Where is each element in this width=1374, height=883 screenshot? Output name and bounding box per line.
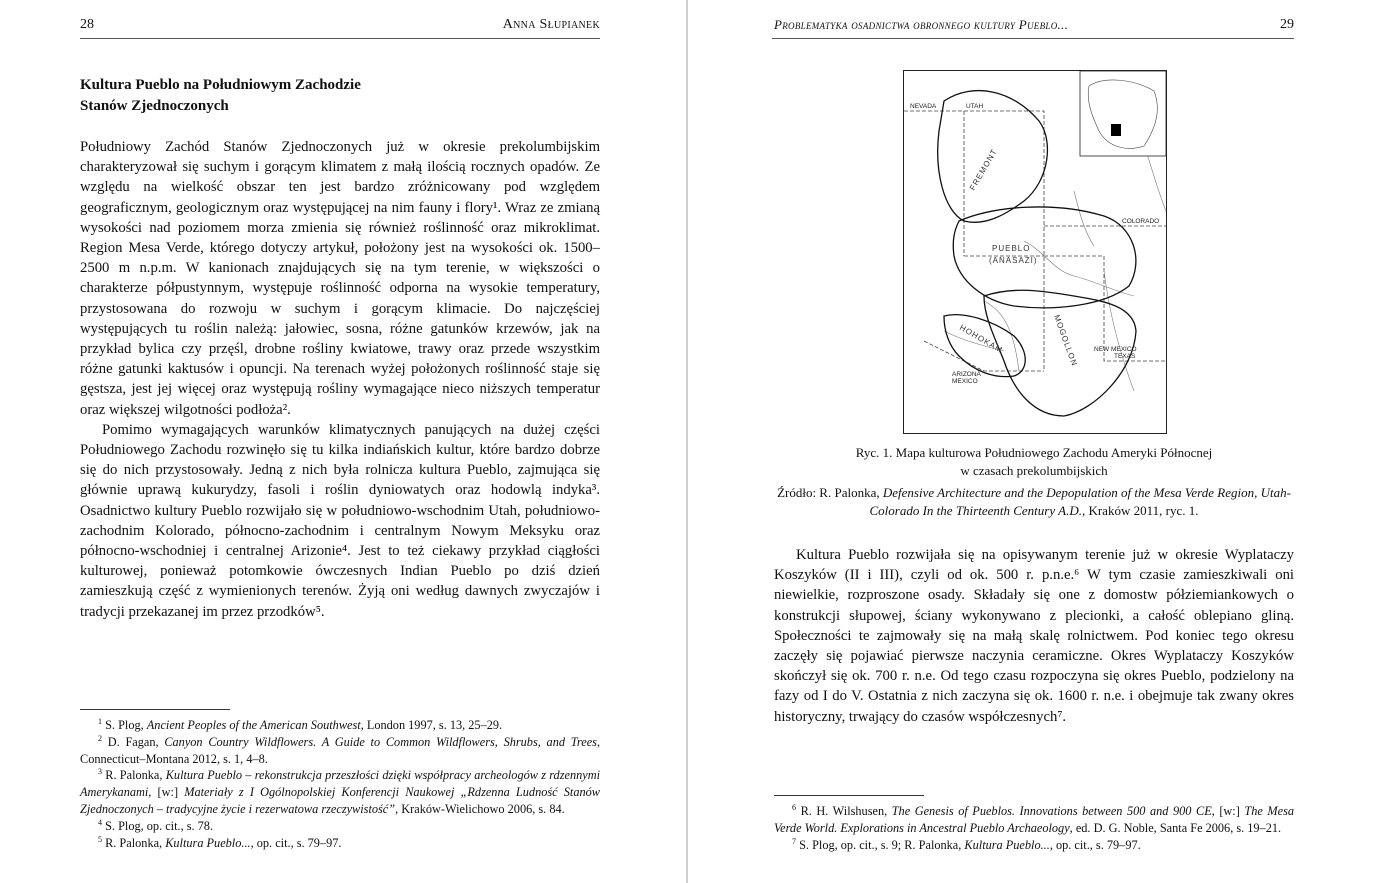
- header-rule-left: [80, 38, 600, 39]
- culture-map-figure: [903, 70, 1167, 434]
- footnote-1: $^1$ S. Plog, Ancient Peoples of the American Southwest, London 1997, s. 13, 25–29.: [98, 716, 503, 732]
- page-gutter: [686, 0, 688, 883]
- label-new-mexico: NEW MEXICO: [1094, 346, 1137, 353]
- paragraph-3: Kultura Pueblo rozwijała się na opisywanym terenie już w okresie Wyplataczy Koszyków (II i III), czyli od ok. 500 r. p.n.e.⁶ W tym czasie zamieszkiwali oni niewielkie, rozproszone osady. Składały się one z domostw półziemiankowych o konstrukcji słupowej, ściany wykonywano z plecionki, a całość oblepiano gliną. Społeczności te zajmowały się na małą skalę rolnictwem. Pod koniec tego okresu zaczęły się pojawiać pierwsze naczynia ceramiczne. Okres Wyplataczy Koszyków skończył się ok. 700 r. n.e. Od tego czasu rozpoczyna się okres Pueblo, podzielony na fazy od I do V. Ostatnia z nich zaczyna się ok. 1600 r. n.e. i obejmuje tak zwany okres historyczny, trwający do czasów współczesnych⁷.: [774, 547, 1294, 725]
- footnotes-left: [80, 717, 600, 851]
- page-number-left: 28: [80, 17, 94, 32]
- label-pueblo: PUEBLO: [992, 244, 1031, 253]
- footnote-5: $^5$ R. Palonka, Kultura Pueblo..., op. cit., s. 79–97.: [98, 834, 342, 850]
- label-mexico: MEXICO: [952, 378, 978, 385]
- section-title: [80, 75, 600, 117]
- caption-line2: w czasach prekolumbijskich: [960, 463, 1108, 478]
- footnote-rule-left: [80, 709, 230, 710]
- section-title-line1: Kultura Pueblo na Południowym Zachodzie: [80, 77, 361, 93]
- footnote-2: $^2$ D. Fagan, Canyon Country Wildflowers. A Guide to Common Wildflowers, Shrubs, and Trees, Connecticut–Montana 2012, s. 1, 4–8.: [80, 733, 601, 766]
- label-texas: TEXAS: [1114, 353, 1136, 360]
- running-head-left: Anna Słupianek: [502, 17, 600, 32]
- section-title-line2: Stanów Zjednoczonych: [80, 98, 229, 114]
- figure-caption: [772, 444, 1296, 480]
- footnote-3: $^3$ R. Palonka, Kultura Pueblo – rekonstrukcja przeszłości dzięki współpracy archeologów z rdzennymi Amerykanami, [w:] Materiały z I Ogólnopolskiej Konferencji Naukowej „Rdzenna Ludność Stanów Zjednoczonych – tradycyjne życie i rezerwatowa rzeczywistość”, Kraków-Wielichowo 2006, s. 84.: [80, 767, 600, 816]
- label-hohokam: HOHOKAM: [958, 322, 1005, 355]
- running-head-right: Problematyka osadnictwa obronnego kultury Pueblo...: [774, 17, 1069, 32]
- footnote-7: $^7$ S. Plog, op. cit., s. 9; R. Palonka, Kultura Pueblo..., op. cit., s. 79–97.: [792, 836, 1141, 852]
- culture-map: [904, 71, 1166, 433]
- figure-source: Źródło: R. Palonka, Defensive Architecture and the Depopulation of the Mesa Verde Region, Utah-Colorado In the Thirteenth Century A.D., Kraków 2011, ryc. 1.: [777, 485, 1291, 518]
- label-nevada: NEVADA: [910, 103, 937, 110]
- paragraph-2: Pomimo wymagających warunków klimatycznych panujących na dużej części Południowego Zachodu rozwinęło się tu kilka indiańskich kultur, które bardzo dobrze się do nich przystosowały. Jedną z nich była rolnicza kultura Pueblo, zajmująca się głównie uprawą kukurydzy, fasoli i roślin dyniowatych oraz hodowlą indyka³. Osadnictwo kultury Pueblo rozwijało się w południowo-wschodnim Utah, południowo-zachodnim Kolorado, północno-zachodnim i centralnym Nowym Meksyku oraz północno-wschodniej i centralnej Arizonie⁴. Jest to też ciekawy przykład ciągłości kulturowej, ponieważ potomkowie ówczesnych Indian Pueblo po dziś dzień zamieszkują część z wymienionych terenów. Żyją oni według dawnych zwyczajów i tradycji przekazanej im przez przodków⁵.: [80, 421, 600, 620]
- label-fremont: FREMONT: [967, 147, 1000, 192]
- left-page: [0, 0, 686, 883]
- label-colorado: COLORADO: [1122, 218, 1160, 225]
- footnote-6: $^6$ R. H. Wilshusen, The Genesis of Pueblos. Innovations between 500 and 900 CE, [w:] The Mesa Verde World. Explorations in Ancestral Pueblo Archaeology, ed. D. G. Noble, Santa Fe 2006, s. 19–21.: [774, 802, 1295, 835]
- caption-line1: Ryc. 1. Mapa kulturowa Południowego Zachodu Ameryki Północnej: [855, 445, 1213, 460]
- footnote-4: $^4$ S. Plog, op. cit., s. 78.: [98, 817, 214, 833]
- label-arizona: ARIZONA: [952, 371, 981, 378]
- header-rule-right: [772, 38, 1294, 39]
- footnote-rule-right: [774, 795, 924, 796]
- footnotes-right: [774, 803, 1294, 853]
- page-number-right: 29: [1280, 17, 1294, 32]
- label-anasazi: (ANASAZI): [989, 256, 1038, 265]
- label-mogollon: MOGOLLON: [1052, 313, 1080, 368]
- right-body-text: [774, 545, 1294, 727]
- label-utah: UTAH: [966, 103, 984, 110]
- paragraph-1: Południowy Zachód Stanów Zjednoczonych już w okresie prekolumbijskim charakteryzował się suchym i gorącym klimatem z małą ilością rocznych opadów. Ze względu na wielkość obszar ten jest bardzo zróżnicowany pod względem geograficznym, geologicznym oraz występującej na nim fauny i flory¹. Wraz ze zmianą wysokości nad poziomem morza zmienia się również roślinność oraz mikroklimat. Region Mesa Verde, którego dotyczy artykuł, położony jest na wysokości ok. 1500–2500 m n.p.m. W kanionach znajdujących się na tym terenie, w większości o charakterze półpustynnym, występuje roślinność odporna na wysokie temperatury, przystosowana do rozwoju w suchym i gorącym klimacie. Do najczęściej występujących tu roślin należą: jałowiec, sosna, różne gatunków krzewów, jak na przykład bylica czy przęśl, drobne rośliny kwiatowe, trawy oraz przede wszystkim różne gatunki kaktusów i opuncji. Na terenach wyżej położonych roślinność staje się gęstsza, jest jej więcej oraz występują rośliny wymagające nieco niższych temperatur oraz większej wilgotności podłoża².: [80, 139, 600, 418]
- left-body-text: [80, 137, 600, 622]
